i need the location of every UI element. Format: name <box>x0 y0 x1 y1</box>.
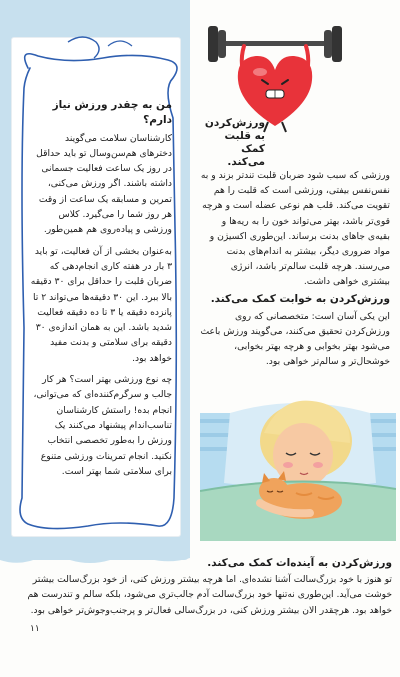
page-number: ۱۱ <box>30 624 40 634</box>
heart-lifting-barbell-illustration <box>200 14 350 134</box>
sidebar-paragraph: به‌عنوان بخشی از آن فعالیت، تو باید ۳ بار در هفته کاری انجام‌دهی که ضربان قلبت را حداقل برای ۳۰ دقیقه بالا ببرد. این ۳۰ دقیقه‌ها می‌تواند ۲ تا پانزده دقیقه یا ۳ تا ده دقیقه فعالیت شدید باشد. این به همان اندازه‌ی ۳۰ دقیقه برای سلامتی و بدنت مفید خواهد بود. <box>30 245 172 364</box>
heart-paragraph: ورزشی که سبب شود ضربان قلبت تندتر بزند و به نفس‌نفس بیفتی، ورزشی است که قلبت را هم تقویت می‌کند. قلب هم نوعی عضله است و هرچه قوی‌تر باشد، بهتر می‌تواند خون را به ریه‌ها و بقیه‌ی جاهای بدنت برساند. این‌طوری اکسیژن و مواد ضروری دیگر، بیشتر به اندام‌های بدنت می‌رسند. هرچه قلبت سالم‌تر باشد، انرژی بیشتری خواهی داشت. <box>200 170 390 288</box>
sidebar-title: من به چقدر ورزش نیاز دارم؟ <box>52 99 172 127</box>
future-heading: ورزش‌کردن به آینده‌ات کمک می‌کند. <box>207 557 392 569</box>
sleep-paragraph: این یکی آسان است: متخصصانی که روی ورزش‌کردن تحقیق می‌کنند، می‌گویند ورزش باعث می‌شود بهتر بخوابی و هرچه بهتر بخوابی، خوشحال‌تر و سالم‌تر خواهی بود. <box>200 310 390 368</box>
heart-caption: ورزش‌کردن به قلبت کمک می‌کند. <box>204 117 265 168</box>
sidebar-paragraph: کارشناسان سلامت می‌گویند دخترهای هم‌سن‌وسال تو باید حداقل در روز یک ساعت فعالیت جسمانی داشته باشند. اگر ورزش می‌کنی، تمرین و مسابقه یک ساعت از وقت هر روز شما را می‌گیرد. کلاس ورزشی و پیاده‌روی هم همین‌طور. <box>36 132 172 236</box>
sidebar-text <box>30 98 172 485</box>
sleeping-girl-with-cat-illustration <box>200 373 396 541</box>
future-paragraph: تو هنوز با خود بزرگ‌سالت آشنا نشده‌ای. اما هرچه بیشتر ورزش کنی، از خود بزرگ‌سالت بیشتر خوشت می‌آید. این‌طوری نه‌تنها خود بزرگ‌سالت آدم جالب‌تری می‌شود، بلکه سالم و تندرست هم خواهد بود. هرچقدر الان بیشتر ورزش کنی، در بزرگ‌سالی فعال‌تر و پرجنب‌وجوش‌تر خواهی بود. <box>27 574 392 616</box>
sidebar-paragraph: چه نوع ورزشی بهتر است؟ هر کار جالب و سرگرم‌کننده‌ای که می‌توانی، انجام بده! راستش کارشناسان تناسب‌اندام پیشنهاد می‌کنند یک ورزش را به‌طور تخصصی انتخاب نکنید. انجام تمرینات ورزشی متنوع برای سلامتی شما بهتر است. <box>33 374 172 477</box>
main-column-text <box>200 168 390 370</box>
bottom-section <box>12 556 392 618</box>
sleep-heading: ورزش‌کردن به خوابت کمک می‌کند. <box>210 292 390 305</box>
